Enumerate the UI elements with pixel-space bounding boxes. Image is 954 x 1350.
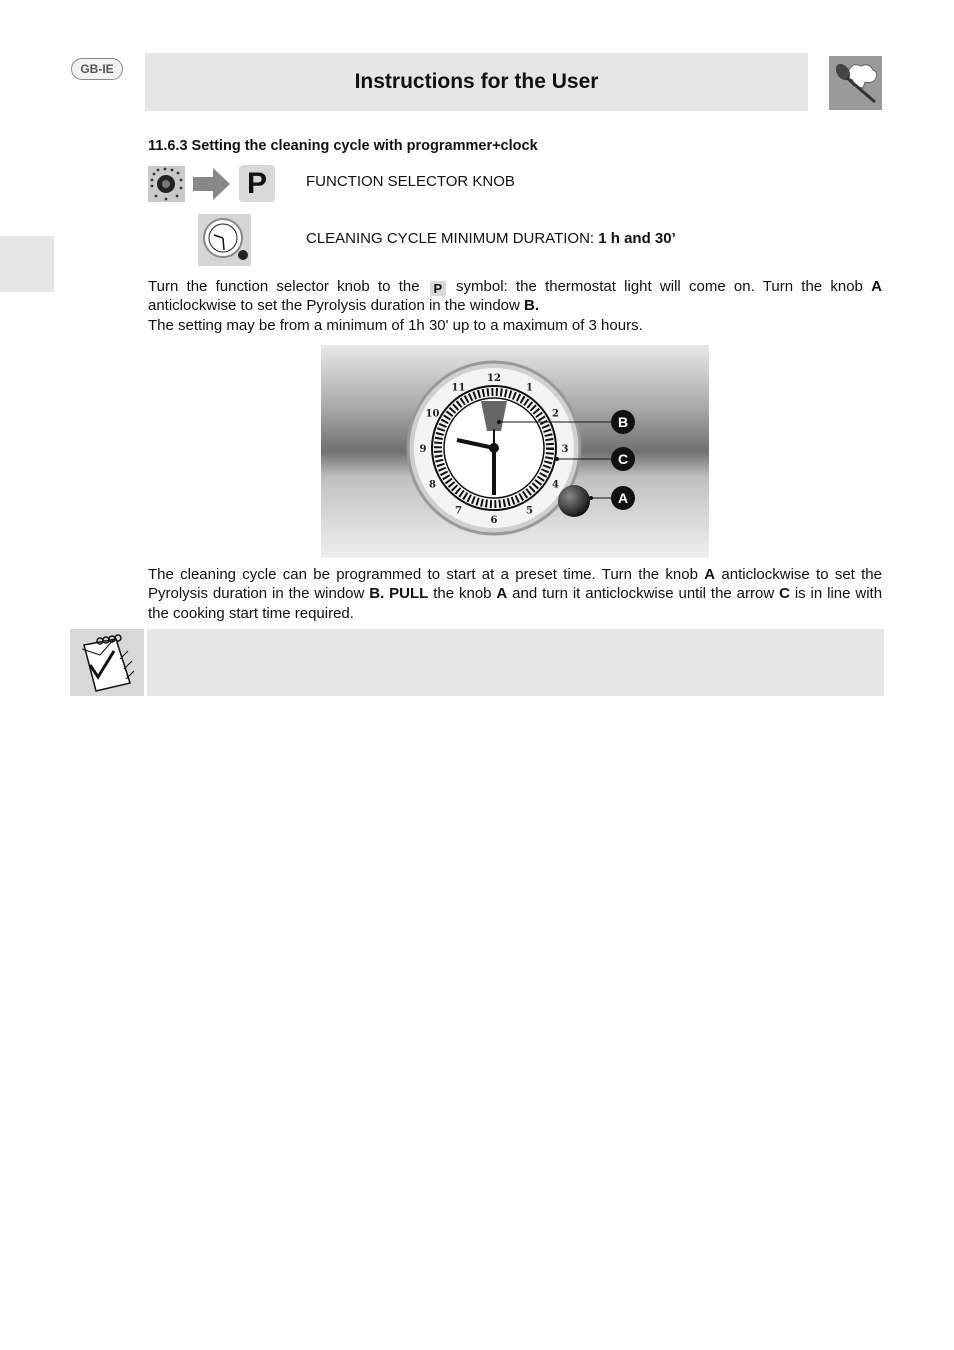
para2-text: The setting may be from a minimum of 1h 30' up to a maximum of 3 hours. (148, 316, 643, 334)
para3-text-5: is in line with the cooking start time required. (148, 585, 883, 622)
clock-number: 8 (429, 479, 436, 491)
function-knob-icon (148, 166, 185, 202)
clock-number: 4 (552, 479, 559, 491)
clock-number: 5 (526, 505, 533, 517)
clock-icon (198, 214, 251, 266)
chef-hat-spoon-icon (829, 56, 882, 110)
clock-number: 2 (552, 408, 559, 420)
arrow-right-icon (193, 167, 231, 201)
section-heading: 11.6.3 Setting the cleaning cycle with programmer+clock (148, 138, 538, 154)
para3-knob-a-1: A (704, 566, 716, 583)
para3-text-4: and turn it anticlockwise until the arrow (512, 585, 775, 603)
side-tab (0, 236, 54, 292)
inline-pyrolysis-symbol-icon: P (430, 281, 446, 296)
instruction-paragraph-1 (148, 277, 882, 335)
clock-number: 9 (419, 444, 427, 455)
para1-window-b: B. (524, 297, 540, 315)
callout-c: C (617, 451, 629, 467)
clock-number: 12 (487, 373, 501, 384)
cleaning-duration-label (306, 230, 676, 247)
clock-number: 1 (526, 382, 533, 394)
callout-b: B (617, 414, 629, 430)
para3-arrow-c: C (779, 585, 790, 603)
para3-knob-a-2: A (496, 585, 508, 603)
para3-window-b-pull: B. PULL (369, 585, 429, 603)
para3-text-1: The cleaning cycle can be programmed to start at a preset time. Turn the knob (148, 566, 698, 583)
para1-text-2: symbol: the thermostat light will come on. Turn the knob (456, 278, 863, 295)
clock-number: 11 (451, 382, 466, 394)
notepad-check-icon (70, 629, 144, 696)
para3-text-3: the knob (433, 585, 492, 603)
page-title: Instructions for the User (354, 70, 599, 93)
page-header (145, 53, 808, 111)
clock-number: 7 (455, 505, 462, 517)
para1-knob-a: A (871, 278, 882, 295)
function-selector-label: FUNCTION SELECTOR KNOB (306, 173, 515, 190)
para1-text-3: anticlockwise to set the Pyrolysis duration in the window (148, 297, 520, 315)
clock-number: 6 (490, 515, 498, 526)
callout-a: A (617, 490, 629, 506)
para3-text-2: anticlockwise to set the Pyrolysis duration in the window (148, 566, 882, 603)
duration-label-text: CLEANING CYCLE MINIMUM DURATION: (306, 230, 599, 247)
duration-value: 1 h and 30’ (598, 230, 676, 247)
pyrolysis-symbol-icon: P (239, 165, 275, 202)
language-badge: GB-IE (71, 58, 123, 80)
para1-text-1: Turn the function selector knob to the (148, 278, 420, 295)
clock-number: 10 (425, 408, 440, 420)
clock-number: 3 (561, 444, 569, 455)
instruction-paragraph-3 (148, 565, 882, 623)
programmer-clock-diagram (321, 345, 709, 558)
note-box (147, 629, 884, 696)
